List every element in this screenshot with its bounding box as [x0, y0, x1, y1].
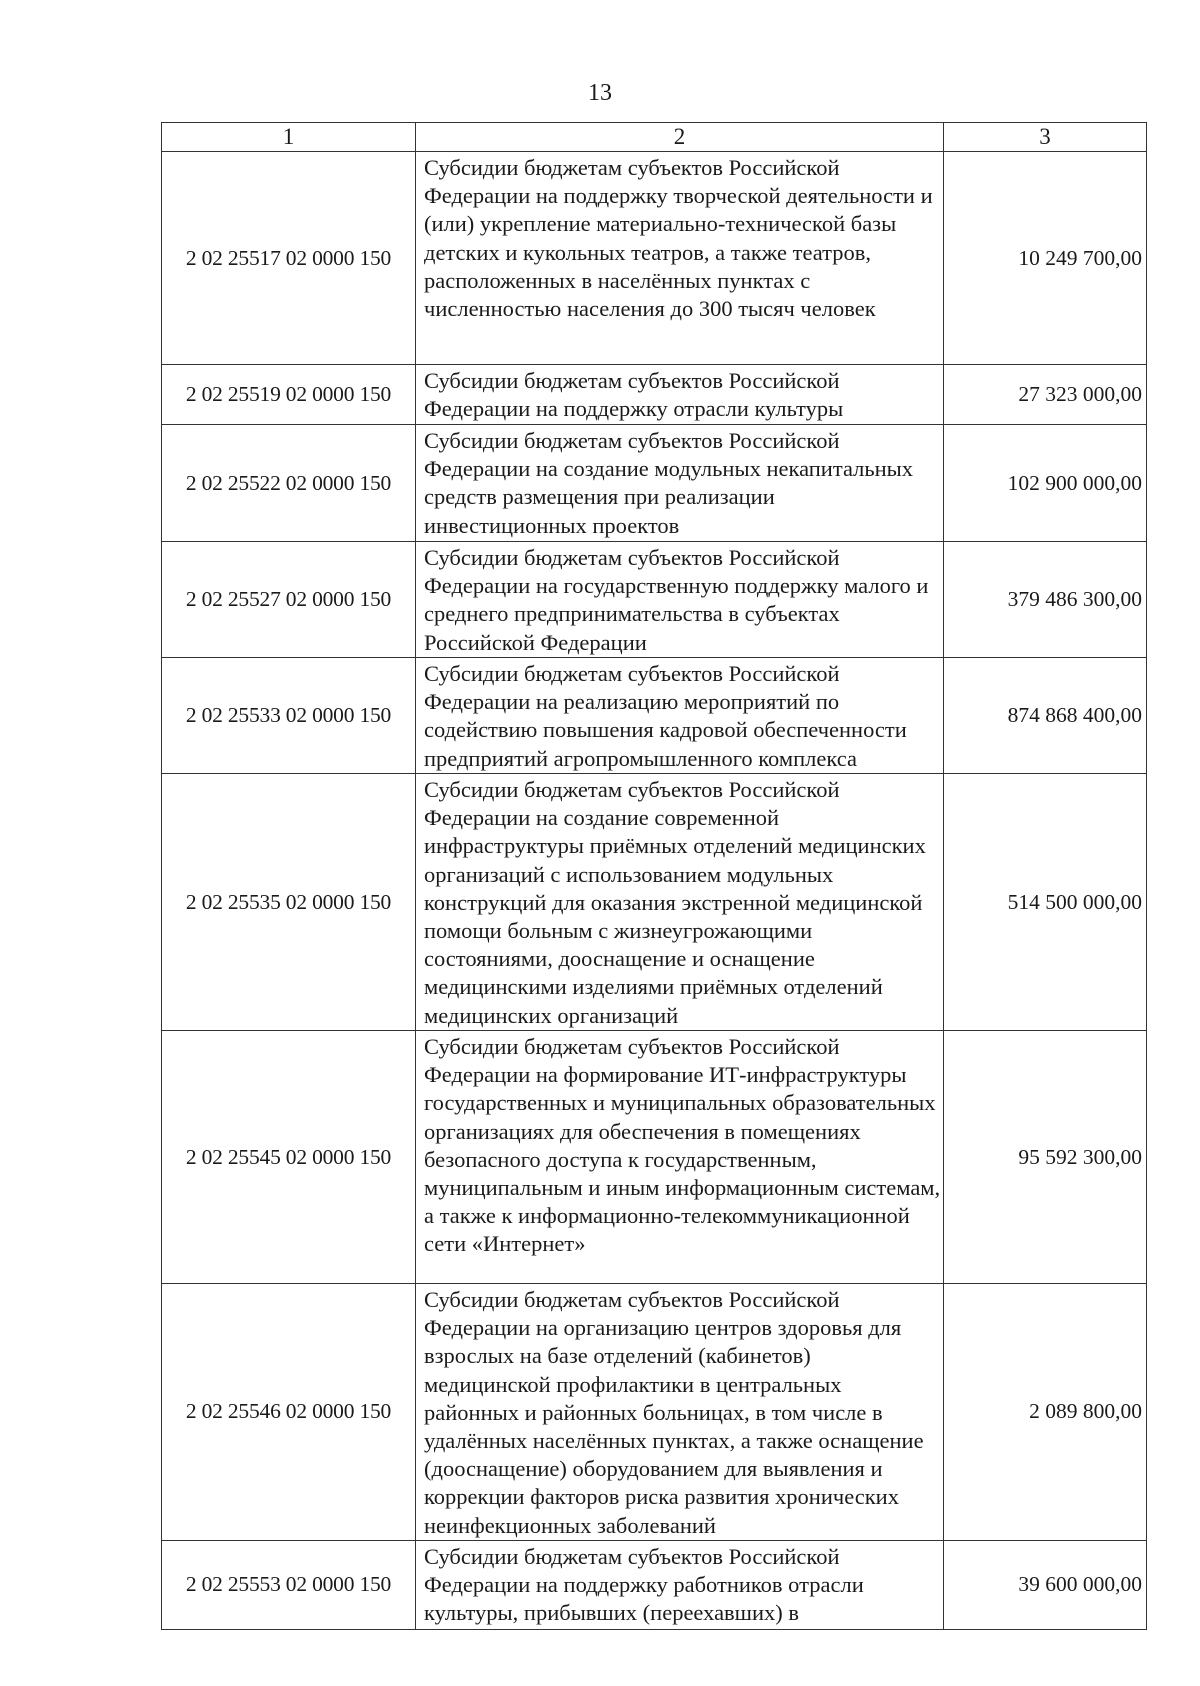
- table-row: [162, 542, 1147, 658]
- table-row: [162, 152, 1147, 365]
- revenue-amount: 102 900 000,00: [944, 425, 1147, 542]
- budget-table: [161, 122, 1147, 1630]
- revenue-code: 2 02 25522 02 0000 150: [162, 425, 416, 542]
- table-row: [162, 658, 1147, 774]
- revenue-code: 2 02 25545 02 0000 150: [162, 1031, 416, 1284]
- table-row: [162, 365, 1147, 425]
- table-row: [162, 1284, 1147, 1541]
- revenue-amount: 27 323 000,00: [944, 365, 1147, 425]
- column-header-name: 2: [416, 123, 944, 152]
- table-row: [162, 1540, 1147, 1629]
- column-header-code: 1: [162, 123, 416, 152]
- revenue-amount: 95 592 300,00: [944, 1031, 1147, 1284]
- table-row: [162, 1031, 1147, 1284]
- revenue-code: 2 02 25553 02 0000 150: [162, 1540, 416, 1629]
- revenue-name: Субсидии бюджетам субъектов Российской Федерации на формирование ИТ-инфраструктуры государственных и муниципальных образовательных организациях для обеспечения в помещениях безопасного доступа к государственным, муниципальным и иным информационным системам, а также к информационно-телекоммуникационной сети «Интернет»: [416, 1031, 944, 1284]
- revenue-code: 2 02 25535 02 0000 150: [162, 774, 416, 1031]
- table-row: [162, 425, 1147, 542]
- revenue-code: 2 02 25527 02 0000 150: [162, 542, 416, 658]
- header-row: [162, 123, 1147, 152]
- revenue-amount: 379 486 300,00: [944, 542, 1147, 658]
- revenue-name: Субсидии бюджетам субъектов Российской Федерации на поддержку отрасли культуры: [416, 365, 944, 425]
- table-row: [162, 774, 1147, 1031]
- table-body: [162, 152, 1147, 1630]
- revenue-name: Субсидии бюджетам субъектов Российской Федерации на реализацию мероприятий по содействию повышения кадровой обеспеченности предприятий агропромышленного комплекса: [416, 658, 944, 774]
- revenue-name: Субсидии бюджетам субъектов Российской Федерации на организацию центров здоровья для взрослых на базе отделений (кабинетов) медицинской профилактики в центральных районных и районных больницах, в том числе в удалённых населённых пунктах, а также оснащение (дооснащение) оборудованием для выявления и коррекции факторов риска развития хронических неинфекционных заболеваний: [416, 1284, 944, 1541]
- revenue-amount: 874 868 400,00: [944, 658, 1147, 774]
- revenue-amount: 2 089 800,00: [944, 1284, 1147, 1541]
- page-number: 13: [588, 80, 612, 106]
- revenue-amount: 39 600 000,00: [944, 1540, 1147, 1629]
- revenue-code: 2 02 25519 02 0000 150: [162, 365, 416, 425]
- revenue-amount: 10 249 700,00: [944, 152, 1147, 365]
- revenue-name: Субсидии бюджетам субъектов Российской Федерации на создание современной инфраструктуры приёмных отделений медицинских организаций с использованием модульных конструкций для оказания экстренной медицинской помощи больным с жизнеугрожающими состояниями, дооснащение и оснащение медицинскими изделиями приёмных отделений медицинских организаций: [416, 774, 944, 1031]
- revenue-code: 2 02 25533 02 0000 150: [162, 658, 416, 774]
- revenue-name: Субсидии бюджетам субъектов Российской Федерации на государственную поддержку малого и среднего предпринимательства в субъектах Российской Федерации: [416, 542, 944, 658]
- revenue-name: Субсидии бюджетам субъектов Российской Федерации на создание модульных некапитальных средств размещения при реализации инвестиционных проектов: [416, 425, 944, 542]
- column-header-amount: 3: [944, 123, 1147, 152]
- revenue-code: 2 02 25546 02 0000 150: [162, 1284, 416, 1541]
- revenue-code: 2 02 25517 02 0000 150: [162, 152, 416, 365]
- revenue-name: Субсидии бюджетам субъектов Российской Федерации на поддержку творческой деятельности и (или) укрепление материально-технической базы детских и кукольных театров, а также театров, расположенных в населённых пунктах с численностью населения до 300 тысяч человек: [416, 152, 944, 365]
- revenue-amount: 514 500 000,00: [944, 774, 1147, 1031]
- revenue-name: Субсидии бюджетам субъектов Российской Федерации на поддержку работников отрасли культуры, прибывших (переехавших) в: [416, 1540, 944, 1629]
- table-header: [162, 123, 1147, 152]
